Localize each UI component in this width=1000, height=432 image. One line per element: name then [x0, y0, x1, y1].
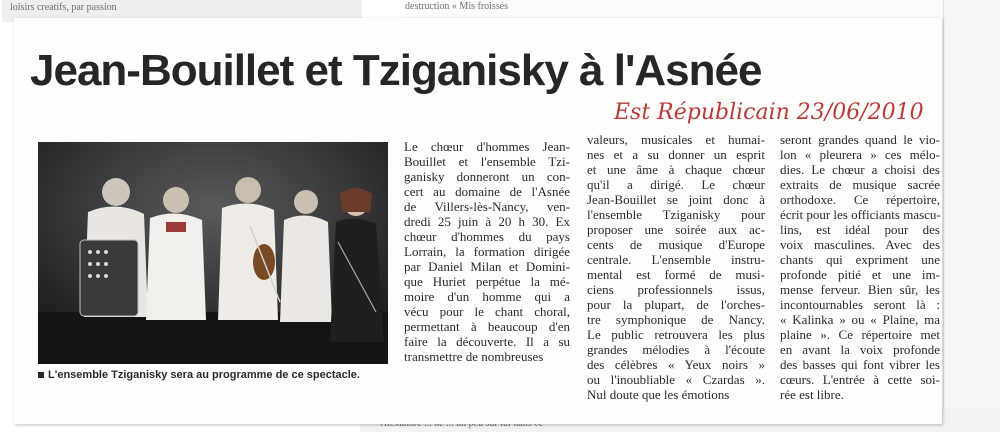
adjacent-clipping-right: [943, 0, 1000, 432]
article-line: des basses qui font vibrer les: [780, 357, 940, 372]
article-line: et une âme à chaque chœur: [587, 162, 765, 177]
article-headline: Jean-Bouillet et Tziganisky à l'Asnée: [30, 46, 762, 95]
article-line: proposer une soirée aux ac-: [587, 222, 765, 237]
article-column-1: [404, 139, 570, 364]
article-line: Le public retrouvera les plus: [587, 327, 765, 342]
article-line: de Villers-lès-Nancy, ven-: [404, 199, 570, 214]
article-line: mental est formé de musi-: [587, 267, 765, 282]
adjacent-clipping-top-right: [405, 0, 945, 18]
article-line: dredi 25 juin à 20 h 30. Ex: [404, 214, 570, 229]
article-line: cents de musique d'Europe: [587, 237, 765, 252]
article-line: Jean-Bouillet se joint donc à: [587, 192, 765, 207]
article-line: grandes mélodies à l'écoute: [587, 342, 765, 357]
article-line: en avant la voix profonde: [780, 342, 940, 357]
photo-caption: [38, 369, 398, 381]
article-column-2: [587, 132, 765, 402]
article-line: chants qui expriment une: [780, 252, 940, 267]
article-line: écrit pour les officiants mascu-: [780, 207, 941, 222]
article-line: ganisky donneront un con-: [404, 169, 570, 184]
article-line: extraits de musique sacrée: [780, 177, 940, 192]
article-line: transmettre de nombreuses: [404, 349, 544, 364]
article-line: valeurs, musicales et humai-: [587, 132, 765, 147]
article-line: orthodoxe. Ce répertoire,: [780, 192, 940, 207]
article-line: cœurs. L'entrée à cette soi-: [780, 372, 940, 387]
article-line: dies. Le chœur a choisi des: [780, 162, 940, 177]
caption-bullet: [38, 372, 44, 378]
article-line: pour la plupart, de l'orches-: [587, 297, 765, 312]
source-date-stamp: Est Républicain 23/06/2010: [614, 100, 924, 125]
article-line: cert au domaine de l'Asnée: [404, 184, 570, 199]
article-line: Nul doute que les émotions: [587, 387, 730, 402]
article-line: Le chœur d'hommes Jean-: [404, 139, 570, 154]
article-line: ou l'inoubliable « Czardas ».: [587, 372, 765, 387]
article-line: chœur d'hommes du pays: [404, 229, 570, 244]
article-line: que Huriet perpétue la mé-: [404, 274, 570, 289]
article-line: incontournables seront là :: [780, 297, 940, 312]
article-line: mense ferveur. Bien sûr, les: [780, 282, 940, 297]
bleed-text-top-right: destruction « Mis froissés: [405, 1, 509, 12]
article-line: tre symphonique de Nancy.: [587, 312, 765, 327]
article-line: par Daniel Milan et Domini-: [404, 259, 570, 274]
article-line: nes et a su donner un esprit: [587, 147, 765, 162]
article-line: rée est libre.: [780, 387, 844, 402]
article-line: plaine ». Ce répertoire met: [780, 327, 940, 342]
article-line: lins, est idéal pour des: [780, 222, 940, 237]
article-line: « Kalinka » ou « Plaine, ma: [780, 312, 940, 327]
article-line: profonde pitié et une im-: [780, 267, 940, 282]
musicians-photo-illustration: [38, 142, 388, 364]
caption-text: L'ensemble Tziganisky sera au programme de ce spectacle.: [48, 369, 360, 381]
bleed-text-top-left: loisirs creatifs, par passion: [10, 2, 117, 13]
article-line: vécu pour le chant choral,: [404, 304, 570, 319]
article-line: ciens professionnels issus,: [587, 282, 765, 297]
article-line: permettant à beaucoup d'en: [404, 319, 570, 334]
article-photo: [38, 142, 388, 364]
article-line: lon « pleurera » ces mélo-: [780, 147, 940, 162]
article-line: faire la découverte. Il a su: [404, 334, 570, 349]
article-line: Lorrain, la formation dirigée: [404, 244, 570, 259]
article-line: qu'il a dirigé. Le chœur: [587, 177, 765, 192]
article-line: moire d'un homme qui a: [404, 289, 570, 304]
article-line: l'ensemble Tziganisky pour: [587, 207, 765, 222]
article-column-3: [780, 132, 940, 402]
article-line: voix masculines. Avec des: [780, 237, 940, 252]
article-line: des célèbres « Yeux noirs »: [587, 357, 765, 372]
article-line: seront grandes quand le vio-: [780, 132, 940, 147]
article-line: Bouillet et l'ensemble Tzi-: [404, 154, 570, 169]
article-line: centrale. L'ensemble instru-: [587, 252, 765, 267]
